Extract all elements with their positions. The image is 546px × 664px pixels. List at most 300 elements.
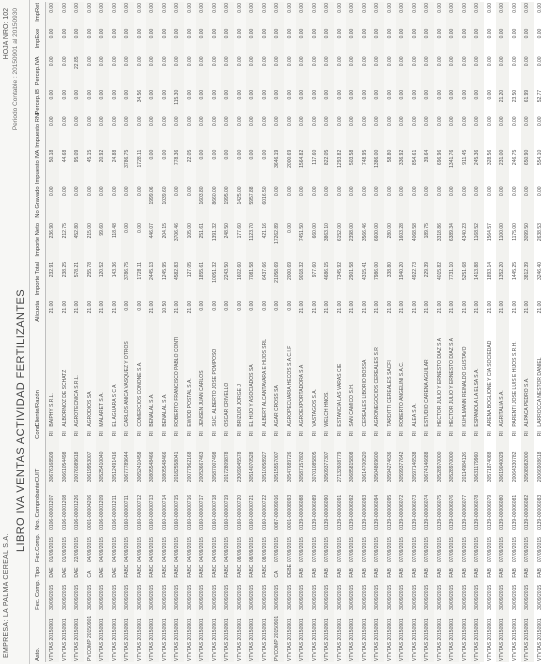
table-cell: FAB xyxy=(536,568,543,578)
table-cell: 0.00 xyxy=(421,185,434,222)
table-cell: TARDITTI CEREALES SACFI xyxy=(386,360,393,427)
table-cell: 5957.88 xyxy=(246,185,259,222)
table-row xyxy=(171,2,184,662)
table-cell: 21.00 xyxy=(61,300,68,314)
table-cell: 0.00 xyxy=(486,89,493,100)
table-cell: 3863.10 xyxy=(321,222,334,261)
table-cell: ESTANCIA LAS VARAS CIE xyxy=(336,363,343,427)
table-cell: 30/09/2015 xyxy=(421,579,434,611)
table-cell: 0.00 xyxy=(421,89,434,116)
table-cell: FAB xyxy=(411,568,418,578)
table-cell: 0.00 xyxy=(196,89,209,116)
table-cell: 1100.00 xyxy=(496,222,509,261)
table-cell: 503.58 xyxy=(346,149,359,186)
table-cell: 30631179960 xyxy=(471,440,484,483)
table-cell: 0.00 xyxy=(271,28,284,56)
table-cell: 0.00 xyxy=(221,149,234,186)
table-cell: CEREALES LIBORIO BOSSA xyxy=(361,359,368,427)
table-cell: 0.00 xyxy=(211,116,218,127)
table-cell: 0.00 xyxy=(461,116,468,127)
table-cell: VTVTAS 20150901 xyxy=(111,618,118,661)
table-cell: 0.00 xyxy=(371,89,384,116)
table-cell: 0.00 xyxy=(186,28,193,39)
table-cell: 04/09/2015 xyxy=(111,537,118,563)
table-cell: 215.00 xyxy=(86,223,93,239)
table-cell: FABC xyxy=(171,563,184,579)
table-cell: 07/09/2015 xyxy=(436,537,443,563)
table-cell: 578.21 xyxy=(71,261,84,300)
table-cell: 30/09/2015 xyxy=(111,584,118,610)
table-cell: 0.00 xyxy=(386,89,393,100)
table-cell: 0.00 xyxy=(521,2,534,28)
table-cell: 07/09/2015 xyxy=(511,537,518,563)
table-cell: 04/09/2015 xyxy=(171,531,184,563)
table-cell: 0087-00009016 xyxy=(271,483,284,531)
table-cell: 0.00 xyxy=(146,55,159,88)
table-cell: 0001-00008093 xyxy=(286,494,293,530)
table-cell: 0.00 xyxy=(446,28,459,56)
table-cell: 1175.00 xyxy=(511,223,518,241)
table-cell: 04/09/2015 xyxy=(196,531,209,563)
table-cell: 280.00 xyxy=(386,223,393,239)
col-header: Tipo xyxy=(31,563,46,579)
table-cell: 0.00 xyxy=(396,2,409,28)
table-cell: 0.00 xyxy=(496,28,509,56)
table-cell: 30/09/2015 xyxy=(221,579,234,611)
table-cell: 30/09/2015 xyxy=(296,579,309,611)
col-header: ImpExe xyxy=(31,28,46,56)
table-cell: 21.00 xyxy=(421,300,434,326)
table-cell: 0139-00006074 xyxy=(421,483,434,531)
table-cell: 0.00 xyxy=(71,115,84,148)
table-cell: 30/09/2015 xyxy=(446,579,459,611)
table-cell: RI xyxy=(311,431,318,437)
table-cell: 0.00 xyxy=(136,186,143,197)
table-cell: 52.77 xyxy=(536,89,543,103)
table-cell: 143.36 xyxy=(111,261,118,278)
table-cell: 30/09/2015 xyxy=(171,579,184,611)
table-cell: 22.05 xyxy=(186,149,193,163)
table-cell: 4015.82 xyxy=(436,261,443,281)
col-header: Fec.Comp. xyxy=(31,531,46,563)
table-cell: 0.00 xyxy=(196,149,209,186)
table-cell: 0.00 xyxy=(161,116,168,127)
table-cell: 1352.20 xyxy=(496,261,509,300)
table-cell: 229.39 xyxy=(421,261,434,300)
table-cell: 212.75 xyxy=(61,223,68,239)
table-cell: 21.00 xyxy=(511,300,518,314)
table-cell: FABC xyxy=(246,563,259,579)
table-row xyxy=(159,2,172,662)
table-row xyxy=(96,2,109,662)
table-row xyxy=(396,2,409,662)
table-cell: 0.00 xyxy=(411,116,418,127)
table-cell: VTVTAS 20150901 xyxy=(236,618,243,661)
table-cell: 0.00 xyxy=(446,185,459,222)
table-cell: 0.00 xyxy=(211,89,218,100)
table-cell: 236.90 xyxy=(46,222,59,261)
table-cell: RI xyxy=(246,428,259,440)
table-cell: 0.00 xyxy=(96,89,109,116)
table-cell: 0.00 xyxy=(471,28,484,56)
table-cell: 0.00 xyxy=(96,28,109,56)
table-cell: 58.80 xyxy=(386,149,393,163)
table-cell: 0.00 xyxy=(436,3,443,13)
table-cell: 0.00 xyxy=(236,300,243,311)
table-cell: 0.00 xyxy=(486,56,493,67)
table-cell: 5251.68 xyxy=(461,261,468,281)
table-cell: 328.56 xyxy=(486,149,493,166)
table-row xyxy=(471,2,484,662)
table-cell: VTVTAS 20150901 xyxy=(521,611,534,662)
table-header-row xyxy=(31,2,46,662)
table-cell: 0.00 xyxy=(511,186,518,197)
table-cell: 0.00 xyxy=(111,3,118,13)
table-cell: CA xyxy=(271,563,284,579)
table-cell: 4068.58 xyxy=(411,223,418,242)
table-cell: 1728.11 xyxy=(136,149,143,168)
table-cell: 0160-00000719 xyxy=(221,483,234,531)
table-cell: 0.00 xyxy=(436,89,443,100)
table-cell: 0.00 xyxy=(261,89,268,100)
table-row xyxy=(284,2,297,662)
table-row xyxy=(259,2,272,662)
table-cell: RI xyxy=(361,431,368,437)
table-cell: 1445.25 xyxy=(511,261,518,281)
table-cell: FAB xyxy=(446,563,459,579)
table-cell: 0.00 xyxy=(121,2,134,28)
table-cell: 0.00 xyxy=(61,186,68,197)
table-cell: 30/09/2015 xyxy=(461,584,468,610)
table-cell: 0.00 xyxy=(396,28,409,56)
table-cell: VTVTAS 20150901 xyxy=(71,611,84,662)
table-cell: VTVTAS 20150901 xyxy=(186,618,193,661)
col-header: Percep.IB xyxy=(31,89,46,116)
table-cell: FABC xyxy=(221,563,234,579)
table-cell: 0.00 xyxy=(221,89,234,116)
table-cell: 0.00 xyxy=(386,28,393,39)
table-cell: 0.00 xyxy=(496,2,509,28)
table-cell: 3646.19 xyxy=(271,149,284,186)
table-cell: 2243.50 xyxy=(221,261,234,300)
col-header: CUIT xyxy=(31,440,46,483)
table-cell: 0.00 xyxy=(311,89,318,100)
table-cell: 30/09/2015 xyxy=(396,579,409,611)
table-cell: 0.00 xyxy=(96,2,109,28)
table-cell: 0.00 xyxy=(421,115,434,148)
table-cell: 0.00 xyxy=(436,186,443,197)
table-cell: 0.00 xyxy=(61,89,68,100)
table-cell: VTVTAS 20150901 xyxy=(371,611,384,662)
table-cell: 30/09/2015 xyxy=(196,579,209,611)
table-cell: 452.80 xyxy=(71,222,84,261)
table-cell: 2000.69 xyxy=(286,149,293,168)
table-cell: 21.00 xyxy=(321,300,334,326)
table-cell: 1603.28 xyxy=(396,222,409,261)
table-cell: 30510058927 xyxy=(261,451,268,483)
table-cell: 245.36 xyxy=(471,149,484,186)
col-header: Percep.IVA xyxy=(31,55,46,88)
table-cell: 251.61 xyxy=(196,222,209,261)
col-header: Fec. Comp. xyxy=(31,579,46,611)
table-cell: 0160-00000718 xyxy=(211,494,218,530)
table-row xyxy=(484,2,497,662)
table-cell: 20077962168 xyxy=(186,451,193,483)
accounting-period: Periodo Contable : 20150901 al 20150930 xyxy=(12,8,19,131)
table-row xyxy=(309,2,322,662)
table-cell: 0.00 xyxy=(336,3,343,13)
table-cell: FAB xyxy=(471,563,484,579)
table-cell: 0.00 xyxy=(236,116,243,127)
table-cell: 0.00 xyxy=(261,116,268,127)
table-cell: RI xyxy=(371,428,384,440)
table-cell: 0.00 xyxy=(471,55,484,88)
table-row xyxy=(384,2,397,662)
table-cell: 0.00 xyxy=(361,89,368,100)
table-cell: 0.00 xyxy=(336,186,343,197)
table-cell: 105.00 xyxy=(186,223,193,239)
table-cell: EWIOD POSTAL S.A. xyxy=(186,378,193,427)
table-cell: 0.00 xyxy=(411,28,418,39)
table-cell: FABC xyxy=(136,564,143,578)
table-cell: EL HIJO Y ASOCIADOS SA xyxy=(246,325,259,427)
table-cell: 0.00 xyxy=(146,149,159,186)
table-cell: 21.00 xyxy=(486,300,493,314)
table-cell: 0.00 xyxy=(136,3,143,13)
table-cell: 30/09/2015 xyxy=(211,584,218,610)
table-cell: 21.00 xyxy=(446,300,459,326)
table-cell: 0.00 xyxy=(71,2,84,28)
table-cell: 0.00 xyxy=(121,89,134,116)
table-row xyxy=(84,2,97,662)
table-cell: 0.00 xyxy=(71,89,84,116)
table-cell: RI xyxy=(471,428,484,440)
table-cell: 0.00 xyxy=(511,28,518,39)
table-cell: 0.00 xyxy=(261,28,268,39)
table-cell: VTVTAS 20150901 xyxy=(196,611,209,662)
table-cell: HECTOR JULIO Y ERNESTO DIAZ S A xyxy=(446,325,459,427)
table-cell: FAB xyxy=(521,563,534,579)
table-cell: 0.00 xyxy=(461,28,468,39)
table-cell: 99.60 xyxy=(96,222,109,261)
table-cell: 21.00 xyxy=(496,300,509,326)
table-cell: VTVTAS 20150901 xyxy=(296,611,309,662)
table-cell: DEBE xyxy=(286,564,293,578)
table-cell: 30/09/2015 xyxy=(486,584,493,610)
table-cell: 30/09/2015 xyxy=(321,579,334,611)
table-cell: 0.00 xyxy=(361,56,368,67)
table-cell: 30/09/2015 xyxy=(361,584,368,610)
table-cell: 0.00 xyxy=(271,300,284,326)
table-cell: 0.00 xyxy=(271,185,284,222)
table-cell: 21.20 xyxy=(496,89,509,116)
table-cell: 7451.50 xyxy=(296,222,309,261)
table-cell: 0.00 xyxy=(296,2,309,28)
table-cell: 30805548466 xyxy=(146,440,159,483)
table-cell: VTVTAS 20150901 xyxy=(421,611,434,662)
table-cell: 1564.57 xyxy=(486,223,493,242)
table-cell: 7731.10 xyxy=(446,261,459,300)
table-cell: 0.00 xyxy=(386,56,393,67)
table-row xyxy=(421,2,434,662)
table-cell: 30/09/2015 xyxy=(336,584,343,610)
table-cell: ARENA BOGLIONE Y CIA SOCIEDAD xyxy=(486,340,493,427)
table-cell: 0106-00001226 xyxy=(71,483,84,531)
table-cell: 0.00 xyxy=(511,3,518,13)
table-cell: 0139-00006094 xyxy=(371,483,384,531)
table-cell: 0.00 xyxy=(371,55,384,88)
table-row xyxy=(496,2,509,662)
table-cell: 911.45 xyxy=(461,149,468,165)
table-cell: 0.00 xyxy=(446,89,459,116)
table-cell: 0139-00006079 xyxy=(486,494,493,530)
table-cell: 01/09/2015 xyxy=(46,531,59,563)
table-cell: 04/09/2015 xyxy=(221,531,234,563)
table-cell: FABC xyxy=(196,563,209,579)
table-cell: DAE xyxy=(96,563,109,579)
table-cell: 0.00 xyxy=(386,3,393,13)
table-cell: FAB xyxy=(396,563,409,579)
table-cell: 0.00 xyxy=(396,115,409,148)
table-cell: 30/09/2015 xyxy=(286,584,293,610)
table-cell: 21.00 xyxy=(171,300,184,326)
table-cell: ALEA S.A. xyxy=(411,403,418,427)
table-cell: 0.00 xyxy=(171,185,184,222)
table-cell: 232.91 xyxy=(46,261,59,300)
table-cell: 854.61 xyxy=(411,149,418,166)
table-cell: 04/09/2015 xyxy=(211,537,218,563)
table-cell: 30/09/2015 xyxy=(511,584,518,610)
table-cell: 0.00 xyxy=(346,185,359,222)
table-row xyxy=(71,2,84,662)
table-cell: 30/09/2015 xyxy=(371,579,384,611)
table-cell: 17262.89 xyxy=(271,222,284,261)
table-cell: 0.00 xyxy=(86,28,93,39)
table-cell: 30525410040 xyxy=(96,440,109,483)
table-cell: 0.00 xyxy=(96,55,109,88)
table-cell: 1039.60 xyxy=(161,186,168,205)
table-cell: 07/09/2015 xyxy=(496,531,509,563)
table-cell: RI xyxy=(61,431,68,437)
table-cell: 30805548466 xyxy=(161,451,168,483)
table-cell: RI xyxy=(421,428,434,440)
table-cell: 21.00 xyxy=(461,300,468,314)
table-cell: RI xyxy=(336,431,343,437)
table-cell: 21.00 xyxy=(436,300,443,314)
table-cell: 0.00 xyxy=(346,115,359,148)
table-cell: 0.00 xyxy=(211,300,218,311)
table-cell: 0.00 xyxy=(311,116,318,127)
table-cell: 0.00 xyxy=(496,115,509,148)
table-cell: 748.95 xyxy=(361,149,368,166)
table-cell: 01/09/2015 xyxy=(61,537,68,563)
table-cell: 20076089618 xyxy=(71,440,84,483)
table-cell: VTVTAS 20150901 xyxy=(246,611,259,662)
table-cell: 0160-00000711 xyxy=(121,483,134,531)
table-cell: PVCOMP 20150901 xyxy=(271,611,284,662)
table-cell: 0.00 xyxy=(96,185,109,222)
table-cell: 0160-00000720 xyxy=(236,494,243,530)
table-cell: 1855.61 xyxy=(196,261,209,300)
table-cell: 0.00 xyxy=(121,300,134,326)
table-cell: 0.00 xyxy=(321,55,334,88)
table-cell: RI xyxy=(71,428,84,440)
table-cell: 21.00 xyxy=(471,300,484,326)
table-cell: 0.00 xyxy=(246,28,259,56)
table-cell: VTVTAS 20150901 xyxy=(396,611,409,662)
table-cell: 0.00 xyxy=(421,28,434,56)
table-cell: 0.00 xyxy=(511,56,518,67)
table-cell: CA xyxy=(86,570,93,578)
table-cell: 0.00 xyxy=(461,3,468,13)
table-cell: 0.00 xyxy=(471,115,484,148)
table-cell: 0.00 xyxy=(186,3,193,13)
table-cell: 1940.20 xyxy=(396,261,409,300)
table-cell: 0.00 xyxy=(146,28,159,56)
table-cell: MALARET S.A. xyxy=(96,325,109,427)
table-cell: 120.52 xyxy=(96,261,109,300)
table-cell: 0.00 xyxy=(436,56,443,67)
table-cell: VTVTAS 20150901 xyxy=(96,611,109,662)
table-cell: VTVTAS 20150901 xyxy=(386,618,393,661)
table-cell: 07/09/2015 xyxy=(521,531,534,563)
table-cell: BRIZUDI JORGE J xyxy=(236,384,243,427)
table-cell: 07/09/2015 xyxy=(286,537,293,563)
table-row xyxy=(146,2,159,662)
table-cell: 0.00 xyxy=(136,28,143,39)
table-cell: 0.00 xyxy=(311,28,318,39)
table-cell: 3786.75 xyxy=(121,149,134,186)
table-cell: 0.00 xyxy=(161,89,168,100)
table-cell: 0139-00006090 xyxy=(321,483,334,531)
table-cell: DAE xyxy=(71,563,84,579)
table-cell: 2398.00 xyxy=(346,222,359,261)
table-cell: 21.00 xyxy=(521,300,534,326)
col-header: No Gravado xyxy=(31,185,46,222)
table-cell: 30504869600 xyxy=(371,440,384,483)
table-cell: 0106-00001209 xyxy=(96,483,109,531)
table-cell: 20.92 xyxy=(96,149,109,186)
table-cell: 30/09/2015 xyxy=(261,584,268,610)
table-cell: 30528970000 xyxy=(436,451,443,483)
table-cell: 0139-00006078 xyxy=(471,483,484,531)
table-cell: 07/09/2015 xyxy=(386,537,393,563)
table-cell: 0.00 xyxy=(171,55,184,88)
table-cell: 0.00 xyxy=(336,56,343,67)
table-cell: 118.48 xyxy=(111,223,118,238)
table-cell: FAB xyxy=(346,563,359,579)
table-cell: 7345.92 xyxy=(336,261,343,281)
table-cell: VTVTAS 20150901 xyxy=(486,618,493,661)
table-cell: 0.00 xyxy=(196,300,209,326)
table-cell: 08/09/2015 xyxy=(261,537,268,563)
table-cell: 0160-00000721 xyxy=(246,483,259,531)
table-cell: 30619040029 xyxy=(496,440,509,483)
table-cell: FABC xyxy=(261,564,268,578)
table-cell: 04/09/2015 xyxy=(186,537,193,563)
table-cell: RI xyxy=(346,428,359,440)
table-cell: 0.00 xyxy=(221,2,234,28)
table-cell: 0106-00001207 xyxy=(46,483,59,531)
table-cell: 30/09/2015 xyxy=(536,584,543,610)
table-cell: 0.00 xyxy=(196,28,209,56)
table-cell: 07/09/2015 xyxy=(471,531,484,563)
table-cell: RI xyxy=(96,428,109,440)
table-cell: EL AGUARA S C A xyxy=(111,384,118,427)
table-cell: 0.00 xyxy=(196,55,209,88)
table-row xyxy=(434,2,447,662)
table-cell: 204.15 xyxy=(161,223,168,239)
